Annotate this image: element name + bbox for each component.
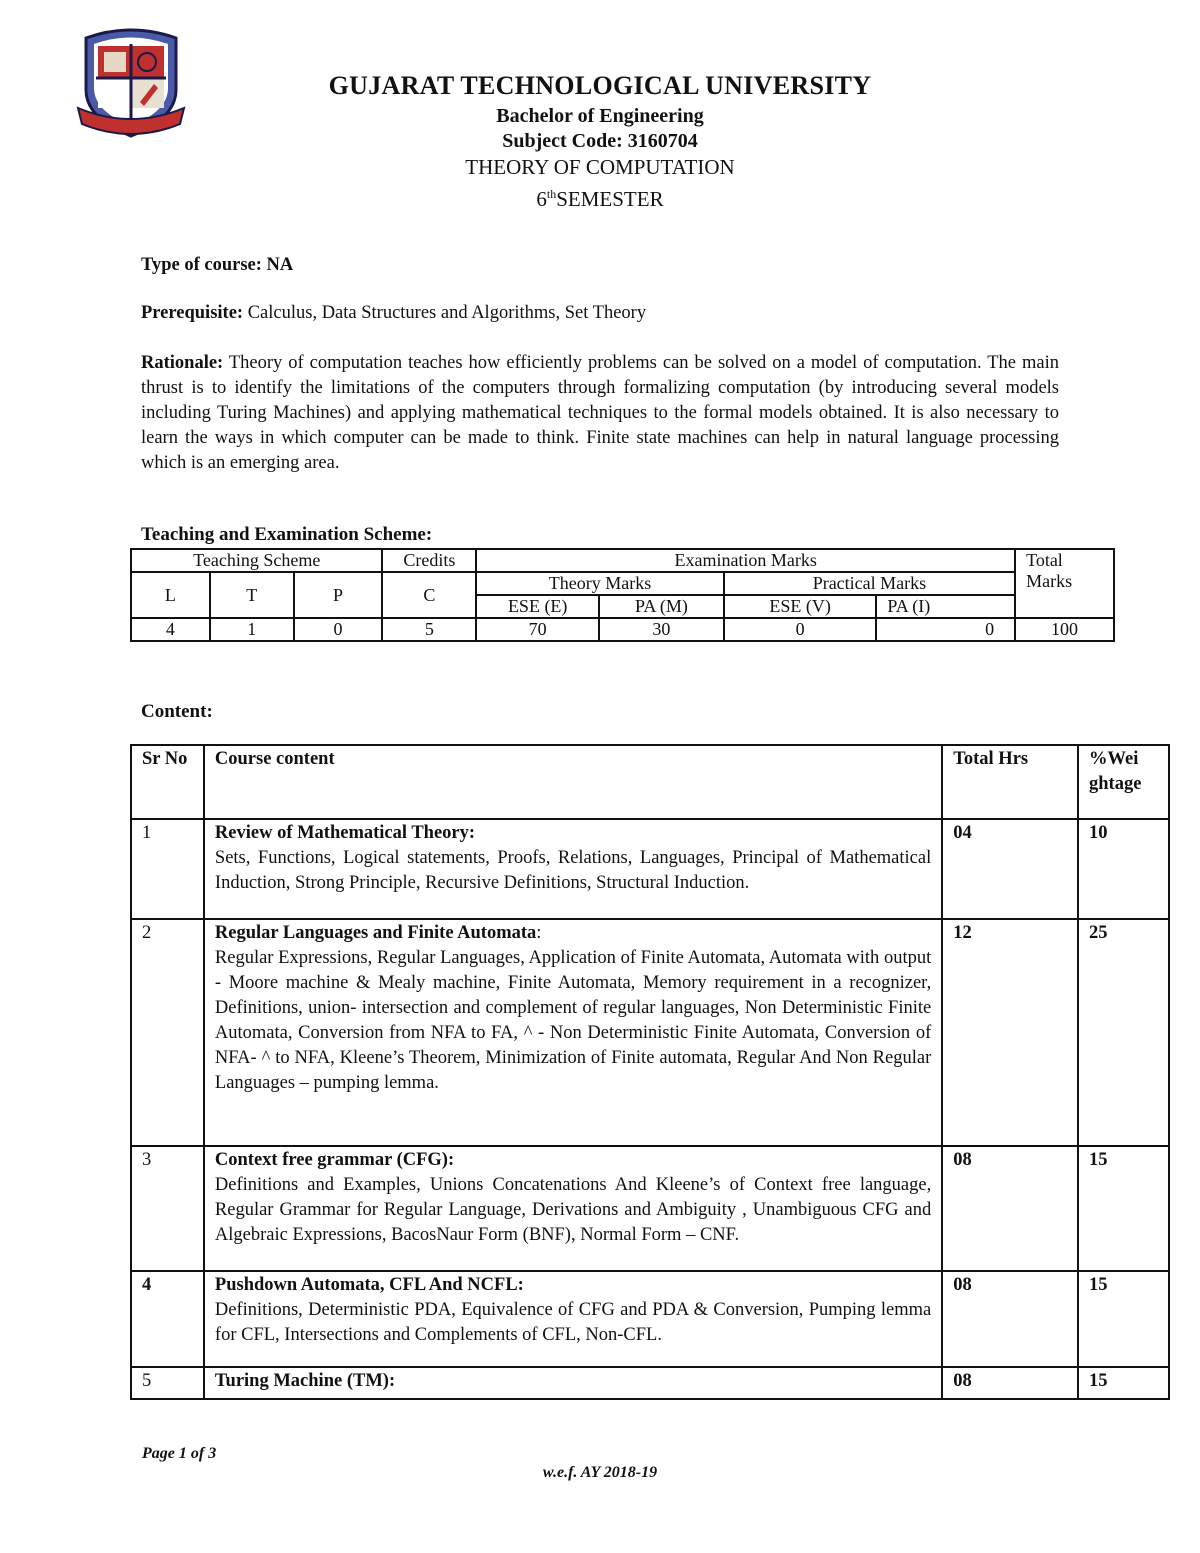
credits-header: Credits — [382, 549, 476, 572]
c-value: 5 — [382, 618, 476, 641]
content-title: Content: — [141, 701, 213, 722]
content-table — [130, 744, 1170, 1400]
pa-m-header: PA (M) — [599, 595, 724, 618]
rationale-text: Theory of computation teaches how efficiently problems can be solved on a model of computation. The main thrust is to identify the limitations of the computers through formalizing computation (by introducing several models including Turing Machines) and applying mathematical techniques to the formal models obtained. It is also necessary to learn the ways in which computer can be made to think. Finite state machines can help in natural language processing which is an emerging area. — [141, 353, 1059, 473]
topic-title: Regular Languages and Finite Automata — [214, 923, 537, 943]
weightage: 15 — [1078, 1367, 1169, 1399]
total-hrs-header: Total Hrs — [942, 745, 1078, 819]
sr-no: 3 — [131, 1146, 204, 1271]
weightage-header: %Wei ghtage — [1078, 745, 1169, 819]
prerequisite-value: Calculus, Data Structures and Algorithms, Set Theory — [243, 303, 647, 323]
course-content — [204, 1146, 942, 1271]
subject-code: Subject Code: 3160704 — [502, 130, 698, 152]
weightage: 15 — [1078, 1271, 1169, 1367]
ese-e-value: 70 — [476, 618, 599, 641]
semester-word: SEMESTER — [556, 187, 664, 211]
degree: Bachelor of Engineering — [496, 105, 704, 127]
effective-date: w.e.f. AY 2018-19 — [542, 1464, 658, 1481]
topic-title-suffix: : — [536, 923, 542, 943]
weightage: 25 — [1078, 919, 1169, 1146]
semester — [0, 181, 1200, 213]
topic-title: Review of Mathematical Theory: — [214, 823, 476, 843]
sr-no: 4 — [131, 1271, 204, 1367]
topic-body: Definitions, Deterministic PDA, Equivalence of CFG and PDA & Conversion, Pumping lemma for CFL, Intersections and Complements of CFL, Non-CFL. — [214, 1300, 932, 1345]
topic-title: Context free grammar (CFG): — [214, 1150, 455, 1170]
topic-body: Sets, Functions, Logical statements, Proofs, Relations, Languages, Principal of Mathematical Induction, Strong Principle, Recursive Definitions, Structural Induction. — [214, 848, 932, 893]
course-content — [204, 819, 942, 919]
sr-no-header: Sr No — [131, 745, 204, 819]
table-row — [131, 819, 1169, 919]
sr-no: 2 — [131, 919, 204, 1146]
p-value: 0 — [294, 618, 383, 641]
ese-e-header: ESE (E) — [476, 595, 599, 618]
table-row — [131, 1146, 1169, 1271]
total-hrs: 08 — [942, 1146, 1078, 1271]
course-type-value: NA — [261, 255, 294, 275]
exam-marks-header: Examination Marks — [476, 549, 1015, 572]
course-type — [141, 253, 1059, 278]
prerequisite — [141, 301, 1059, 326]
rationale-label: Rationale: — [141, 353, 224, 373]
topic-body: Definitions and Examples, Unions Concatenations And Kleene’s of Context free language, Regular Grammar for Regular Language, Derivations and Ambiguity , Unambiguous CFG and Algebraic Expressions, BacosNaur Form (BNF), Normal Form – CNF. — [214, 1175, 932, 1245]
page-number: Page 1 of 3 — [142, 1445, 217, 1462]
prerequisite-label: Prerequisite: — [141, 303, 244, 323]
total-hrs: 04 — [942, 819, 1078, 919]
course-content — [204, 919, 942, 1146]
p-header: P — [294, 572, 383, 618]
ese-v-value: 0 — [724, 618, 877, 641]
scheme-table — [130, 548, 1115, 642]
semester-number: 6 — [536, 187, 547, 211]
course-content-header: Course content — [204, 745, 942, 819]
semester-suffix: th — [546, 187, 557, 201]
course-content — [204, 1271, 942, 1367]
pa-i-header: PA (I) — [876, 595, 1015, 618]
total-hrs: 08 — [942, 1271, 1078, 1367]
pa-m-value: 30 — [599, 618, 724, 641]
scheme-title: Teaching and Examination Scheme: — [141, 524, 433, 545]
total-hrs: 08 — [942, 1367, 1078, 1399]
subject-name: THEORY OF COMPUTATION — [465, 155, 735, 179]
weightage: 15 — [1078, 1146, 1169, 1271]
table-row — [131, 1367, 1169, 1399]
course-content — [204, 1367, 942, 1399]
sr-no: 1 — [131, 819, 204, 919]
document-header — [0, 68, 1200, 213]
total-hrs: 12 — [942, 919, 1078, 1146]
ese-v-header: ESE (V) — [724, 595, 877, 618]
t-header: T — [210, 572, 294, 618]
course-type-label: Type of course: — [141, 255, 262, 275]
university-name: GUJARAT TECHNOLOGICAL UNIVERSITY — [328, 71, 872, 100]
table-row — [131, 1271, 1169, 1367]
pa-i-value: 0 — [876, 618, 1015, 641]
table-row — [131, 919, 1169, 1146]
rationale — [141, 351, 1059, 476]
t-value: 1 — [210, 618, 294, 641]
practical-marks-header: Practical Marks — [724, 572, 1015, 595]
l-header: L — [131, 572, 210, 618]
topic-title: Pushdown Automata, CFL And NCFL: — [214, 1275, 524, 1295]
weightage: 10 — [1078, 819, 1169, 919]
topic-title: Turing Machine (TM): — [214, 1371, 396, 1391]
total-marks-header: Total Marks — [1015, 549, 1114, 618]
total-value: 100 — [1015, 618, 1114, 641]
theory-marks-header: Theory Marks — [476, 572, 723, 595]
sr-no: 5 — [131, 1367, 204, 1399]
topic-body: Regular Expressions, Regular Languages, Application of Finite Automata, Automata with output - Moore machine & Mealy machine, Finite Automata, Memory requirement in a recognizer, Definitions, union- intersection and complement of regular languages, Non Deterministic Finite Automata, Conversion from NFA to FA, ^ - Non Deterministic Finite Automata, Conversion of NFA- ^ to NFA, Kleene’s Theorem, Minimization of Finite automata, Regular And Non Regular Languages – pumping lemma. — [214, 948, 932, 1093]
c-header: C — [382, 572, 476, 618]
teaching-scheme-header: Teaching Scheme — [131, 549, 382, 572]
l-value: 4 — [131, 618, 210, 641]
